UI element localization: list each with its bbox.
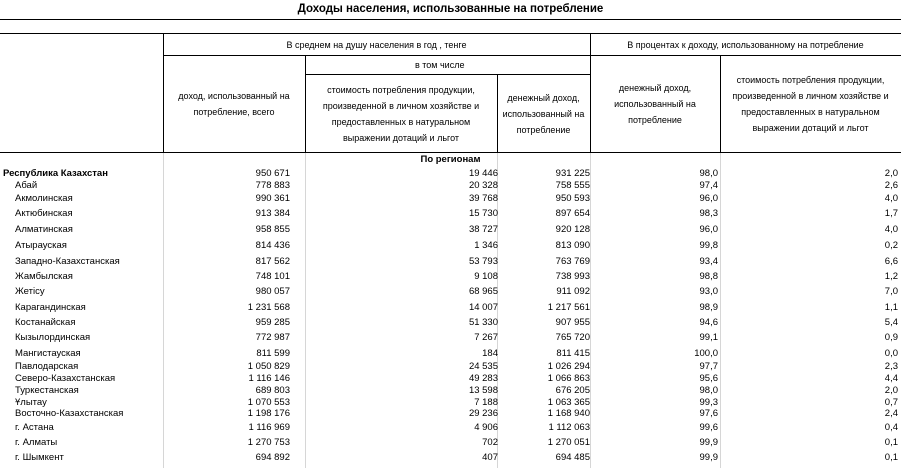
cell-total: 1 116 146 <box>248 373 290 384</box>
region-name: Павлодарская <box>15 361 79 372</box>
header-border <box>0 152 901 153</box>
cell-own: 49 283 <box>468 373 498 384</box>
region-name: Абай <box>15 180 38 191</box>
header-col-own-pct: стоимость потребления продукции, произведенной в личном хозяйстве и предоставленных в натуральном выражении дотаций и льгот <box>732 75 889 133</box>
cell-own-pct: 0,9 <box>884 332 898 343</box>
cell-own-pct: 0,1 <box>884 452 898 463</box>
cell-total: 958 855 <box>255 224 290 235</box>
cell-own-pct: 5,4 <box>884 317 898 328</box>
cell-total: 959 285 <box>255 317 290 328</box>
region-name: Туркестанская <box>15 385 79 396</box>
cell-own: 15 730 <box>468 208 498 219</box>
cell-own: 53 793 <box>468 256 498 267</box>
cell-cash: 1 270 051 <box>547 437 590 448</box>
cell-own-pct: 2,3 <box>884 361 898 372</box>
cell-own: 702 <box>482 437 498 448</box>
cell-own-pct: 0,7 <box>884 397 898 408</box>
cell-own: 20 328 <box>468 180 498 191</box>
cell-total: 1 116 969 <box>248 422 290 433</box>
header-group-per-capita: В среднем на душу населения в год , тенге <box>286 39 467 50</box>
gridline <box>305 153 306 468</box>
cell-cash: 676 205 <box>555 385 590 396</box>
cell-total: 950 671 <box>255 168 290 179</box>
cell-own: 13 598 <box>468 385 498 396</box>
cell-own-pct: 4,4 <box>884 373 898 384</box>
cell-cash-pct: 99,9 <box>699 437 718 448</box>
cell-total: 990 361 <box>255 193 290 204</box>
cell-own: 407 <box>482 452 498 463</box>
cell-cash: 765 720 <box>555 332 590 343</box>
region-name: Костанайская <box>15 317 76 328</box>
region-name: г. Астана <box>15 422 54 433</box>
cell-cash-pct: 93,4 <box>699 256 718 267</box>
cell-total: 1 231 568 <box>247 302 290 313</box>
cell-cash-pct: 98,8 <box>699 271 718 282</box>
cell-cash-pct: 93,0 <box>699 286 718 297</box>
cell-cash: 763 769 <box>555 256 590 267</box>
cell-total: 811 599 <box>256 348 290 359</box>
cell-own: 19 446 <box>468 168 498 179</box>
cell-cash: 1 026 294 <box>547 361 590 372</box>
cell-own-pct: 1,2 <box>884 271 898 282</box>
cell-total: 1 070 553 <box>247 397 290 408</box>
cell-cash-pct: 99,8 <box>699 240 718 251</box>
cell-cash: 758 555 <box>555 180 590 191</box>
gridline <box>720 153 721 468</box>
region-name: Алматинская <box>15 224 73 235</box>
cell-cash-pct: 97,4 <box>699 180 718 191</box>
cell-own: 184 <box>482 348 498 359</box>
region-name: Республика Казахстан <box>3 168 108 179</box>
cell-cash-pct: 99,1 <box>699 332 718 343</box>
cell-cash: 1 066 863 <box>547 373 590 384</box>
cell-total: 778 883 <box>255 180 290 191</box>
cell-cash-pct: 95,6 <box>699 373 718 384</box>
cell-total: 1 270 753 <box>247 437 290 448</box>
cell-cash: 813 090 <box>555 240 590 251</box>
cell-own: 29 236 <box>468 408 498 419</box>
cell-cash: 1 217 561 <box>547 302 590 313</box>
cell-own: 68 965 <box>468 286 498 297</box>
cell-own-pct: 4,0 <box>884 224 898 235</box>
cell-total: 1 050 829 <box>247 361 290 372</box>
cell-own: 38 727 <box>468 224 498 235</box>
cell-total: 913 384 <box>255 208 290 219</box>
cell-own: 24 535 <box>468 361 498 372</box>
region-name: Атырауская <box>15 240 67 251</box>
cell-cash: 1 112 063 <box>548 422 590 433</box>
region-name: Северо-Казахстанская <box>15 373 116 384</box>
cell-cash: 1 063 365 <box>547 397 590 408</box>
cell-cash: 907 955 <box>555 317 590 328</box>
cell-cash-pct: 99,9 <box>699 452 718 463</box>
cell-own-pct: 2,4 <box>884 408 898 419</box>
cell-own-pct: 2,0 <box>884 168 898 179</box>
header-including: в том числе <box>415 60 465 70</box>
cell-cash: 811 415 <box>556 348 590 359</box>
region-name: г. Шымкент <box>15 452 64 463</box>
header-col-own-production: стоимость потребления продукции, произведенной в личном хозяйстве и предоставленных в натуральном выражении дотаций и льгот <box>322 84 480 143</box>
cell-own: 39 768 <box>468 193 498 204</box>
region-name: Восточно-Казахстанская <box>15 408 124 419</box>
cell-cash-pct: 99,6 <box>699 422 718 433</box>
cell-cash-pct: 96,0 <box>699 193 718 204</box>
cell-own: 14 007 <box>468 302 498 313</box>
cell-own-pct: 1,1 <box>884 302 898 313</box>
cell-cash-pct: 98,0 <box>699 168 718 179</box>
cell-total: 748 101 <box>255 271 290 282</box>
header-col-cash: денежный доход, использованный на потребление <box>502 92 585 135</box>
region-name: Акмолинская <box>15 193 73 204</box>
cell-own: 7 188 <box>474 397 498 408</box>
region-name: Кызылординская <box>15 332 91 343</box>
cell-cash: 931 225 <box>555 168 590 179</box>
region-name: Карагандинская <box>15 302 86 313</box>
region-name: Актюбинская <box>15 208 73 219</box>
region-name: Мангистауская <box>15 348 81 359</box>
cell-own: 9 108 <box>474 271 498 282</box>
cell-own-pct: 4,0 <box>884 193 898 204</box>
cell-own: 7 267 <box>474 332 498 343</box>
header-group-percent: В процентах к доходу, использованному на потребление <box>627 39 864 50</box>
cell-total: 1 198 176 <box>247 408 290 419</box>
cell-cash: 950 593 <box>555 193 590 204</box>
region-name: Ұлытау <box>15 397 47 408</box>
cell-cash: 920 128 <box>555 224 590 235</box>
cell-total: 814 436 <box>255 240 290 251</box>
cell-total: 817 562 <box>255 256 290 267</box>
cell-total: 689 803 <box>255 385 290 396</box>
region-name: г. Алматы <box>15 437 58 448</box>
cell-cash: 897 654 <box>555 208 590 219</box>
cell-own: 4 906 <box>474 422 498 433</box>
cell-cash: 694 485 <box>555 452 590 463</box>
cell-cash-pct: 94,6 <box>699 317 718 328</box>
cell-cash-pct: 96,0 <box>699 224 718 235</box>
section-label: По регионам <box>420 154 481 165</box>
cell-own-pct: 6,6 <box>884 256 898 267</box>
cell-cash-pct: 99,3 <box>699 397 718 408</box>
gridline <box>590 153 591 468</box>
cell-own-pct: 2,6 <box>884 180 898 191</box>
gridline <box>163 153 164 468</box>
cell-cash: 1 168 940 <box>547 408 590 419</box>
region-name: Западно-Казахстанская <box>15 256 120 267</box>
region-name: Жетісу <box>15 286 45 297</box>
cell-cash-pct: 98,0 <box>699 385 718 396</box>
region-name: Жамбылская <box>15 271 73 282</box>
cell-total: 772 987 <box>255 332 290 343</box>
cell-own-pct: 7,0 <box>884 286 898 297</box>
table-title: Доходы населения, использованные на потребление <box>0 0 901 20</box>
cell-cash-pct: 97,6 <box>699 408 718 419</box>
cell-own-pct: 0,1 <box>884 437 898 448</box>
header-col-cash-pct: денежный доход, использованный на потребление <box>614 83 696 125</box>
cell-cash-pct: 100,0 <box>694 348 718 359</box>
cell-own-pct: 0,4 <box>884 422 898 433</box>
cell-own: 51 330 <box>468 317 498 328</box>
cell-cash-pct: 98,3 <box>699 208 718 219</box>
cell-cash-pct: 97,7 <box>699 361 718 372</box>
cell-cash: 911 092 <box>556 286 590 297</box>
cell-own: 1 346 <box>474 240 498 251</box>
header-col-total: доход, использованный на потребление, всего <box>178 91 290 117</box>
cell-own-pct: 2,0 <box>884 385 898 396</box>
cell-own-pct: 0,0 <box>884 348 898 359</box>
cell-total: 694 892 <box>255 452 290 463</box>
cell-own-pct: 0,2 <box>884 240 898 251</box>
cell-cash-pct: 98,9 <box>699 302 718 313</box>
cell-total: 980 057 <box>255 286 290 297</box>
cell-own-pct: 1,7 <box>884 208 898 219</box>
cell-cash: 738 993 <box>555 271 590 282</box>
